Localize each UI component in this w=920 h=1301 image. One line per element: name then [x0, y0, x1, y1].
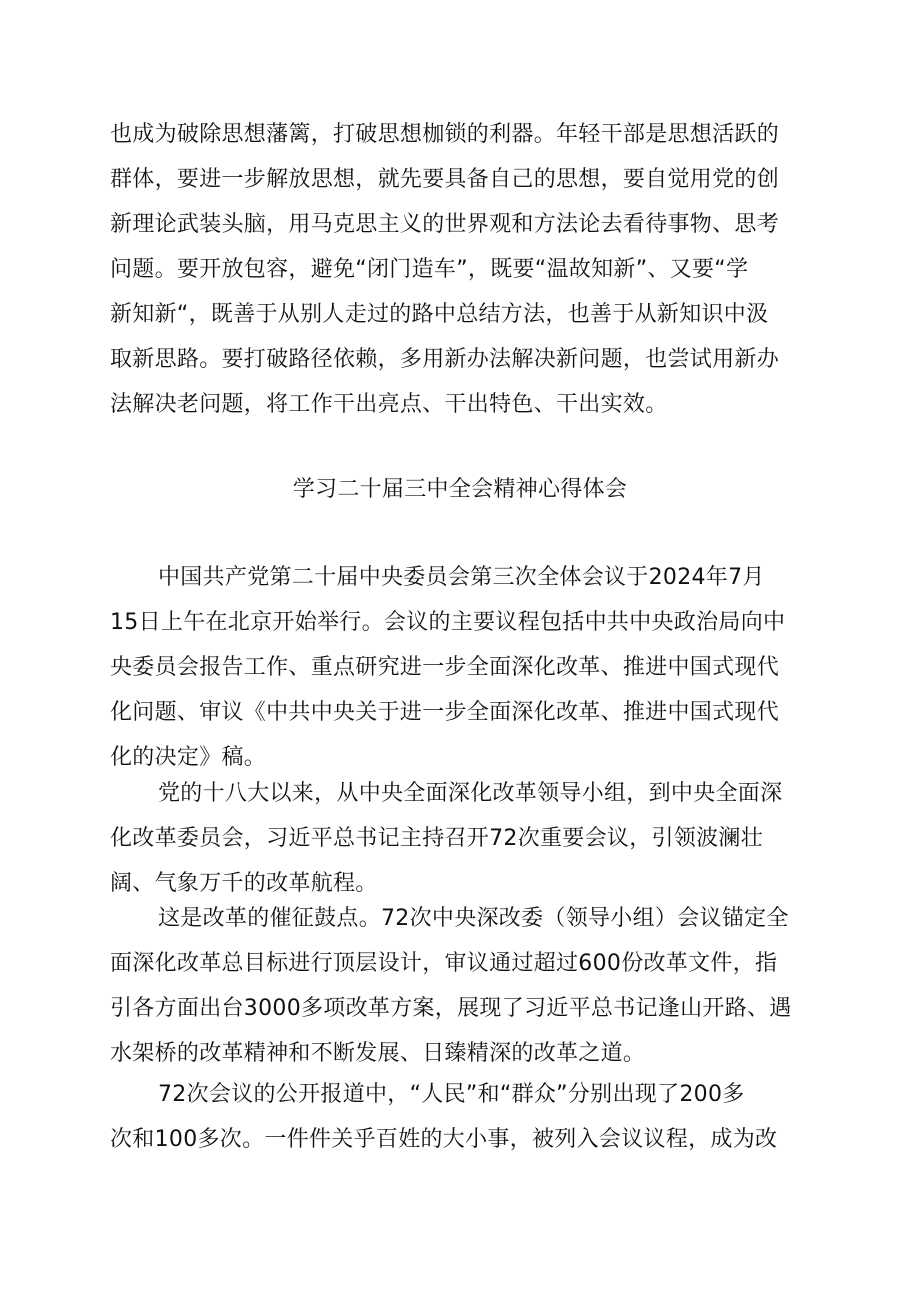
text-line: 问题。要开放包容，避免“闭门造车”，既要“温故知新”、又要“学 [110, 257, 749, 282]
text-line: 中国共产党第二十届中央委员会第三次全体会议于2024年7月 [158, 565, 765, 590]
article-title: 学习二十届三中全会精神心得体会 [292, 477, 628, 502]
text-line: 也成为破除思想藩篱，打破思想枷锁的利器。年轻干部是思想活跃的 [110, 122, 780, 147]
text-line: 化的决定》稿。 [110, 745, 267, 770]
text-line: 新知新“，既善于从别人走过的路中总结方法，也善于从新知识中汲 [110, 302, 769, 327]
body-paragraph-4 [110, 1072, 810, 1162]
body-paragraph-1 [110, 555, 810, 780]
text-line: 化改革委员会，习近平总书记主持召开72次重要会议，引领波澜壮 [110, 826, 763, 851]
text-line: 阔、气象万千的改革航程。 [110, 871, 378, 896]
text-line: 面深化改革总目标进行顶层设计，审议通过超过600份改革文件，指 [110, 951, 778, 976]
text-line: 群体，要进一步解放思想，就先要具备自己的思想，要自觉用党的创 [110, 167, 780, 192]
text-line: 72次会议的公开报道中，“人民”和“群众”分别出现了200多 [158, 1082, 745, 1107]
continuation-paragraph [110, 112, 810, 427]
text-line: 法解决老问题，将工作干出亮点、干出特色、干出实效。 [110, 392, 668, 417]
text-line: 15日上午在北京开始举行。会议的主要议程包括中共中央政治局向中 [110, 610, 786, 635]
text-line: 化问题、审议《中共中央关于进一步全面深化改革、推进中国式现代 [110, 700, 780, 725]
body-paragraph-2 [110, 771, 810, 906]
text-line: 次和100多次。一件件关乎百姓的大小事，被列入会议议程，成为改 [110, 1127, 778, 1152]
text-line: 这是改革的催征鼓点。72次中央深改委（领导小组）会议锚定全 [158, 906, 789, 931]
text-line: 央委员会报告工作、重点研究进一步全面深化改革、推进中国式现代 [110, 655, 780, 680]
body-paragraph-3 [110, 896, 810, 1076]
text-line: 水架桥的改革精神和不断发展、日臻精深的改革之道。 [110, 1041, 646, 1066]
text-line: 取新思路。要打破路径依赖，多用新办法解决新问题，也尝试用新办 [110, 347, 780, 372]
text-line: 新理论武装头脑，用马克思主义的世界观和方法论去看待事物、思考 [110, 212, 780, 237]
text-line: 党的十八大以来，从中央全面深化改革领导小组，到中央全面深 [158, 781, 783, 806]
text-line: 引各方面出台3000多项改革方案，展现了习近平总书记逢山开路、遇 [110, 996, 792, 1021]
